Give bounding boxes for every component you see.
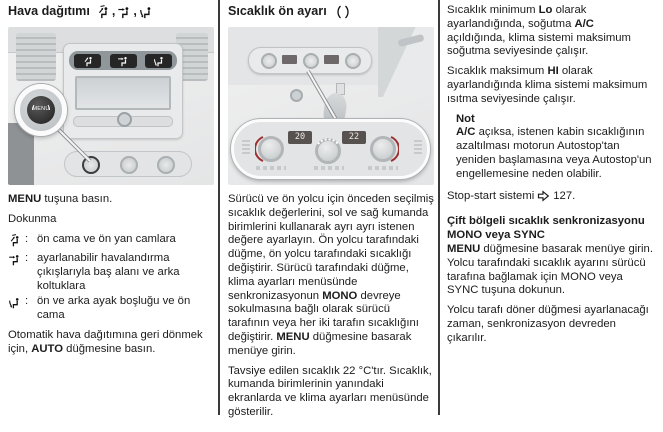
air-distribution-button-strip <box>69 51 177 70</box>
climate-panel <box>248 47 372 74</box>
magnifier-inset <box>15 84 67 136</box>
passenger-temp-knob <box>370 136 396 162</box>
heading-temperature-preset-text: Sıcaklık ön ayarı <box>228 4 327 18</box>
para-auto-pre: Otomatik hava dağıtımına geri dönmek için, <box>8 329 203 356</box>
cross-reference-text: Stop-start sistemi <box>447 189 535 202</box>
separator: , <box>111 4 116 18</box>
column-temperature-limits <box>447 4 653 352</box>
colon: : <box>25 232 29 245</box>
driver-knob-arc-icon <box>333 5 342 19</box>
heading-dual-zone-sync-line1: Çift bölgeli sıcaklık senkronizasyonu <box>447 215 645 228</box>
air-distribution-list <box>8 233 214 323</box>
column-divider <box>438 0 440 415</box>
heading-air-distribution <box>8 4 214 19</box>
list-item-text: ön cama ve ön yan camlara <box>37 232 176 245</box>
air-to-windscreen-icon <box>8 233 25 252</box>
separator: , <box>133 4 137 18</box>
heading-air-distribution-text: Hava dağıtımı <box>8 4 90 18</box>
menu-knob <box>27 96 55 124</box>
para-auto <box>8 329 214 357</box>
volume-knob <box>117 112 132 127</box>
passenger-temp-knob <box>345 53 361 69</box>
air-to-windscreen-icon <box>82 55 94 67</box>
fan-knob <box>315 138 341 164</box>
air-to-head-icon <box>117 5 131 19</box>
button-ticks <box>368 166 398 170</box>
temperature-scale-arc-icon <box>367 133 399 165</box>
passenger-temp-mini-display <box>324 55 339 64</box>
list-item-text: ayarlanabilir havalandırma çıkışlarıyla baş alanı ve arka koltuklara <box>37 252 180 292</box>
menu-knob-location <box>82 156 100 174</box>
para-temp-lo-pre: Sıcaklık minimum <box>447 4 539 16</box>
temperature-knob <box>157 156 175 174</box>
air-to-windscreen-button <box>74 54 101 68</box>
passenger-temp-display: 22 <box>342 131 366 144</box>
list-item <box>8 252 214 293</box>
list-item <box>8 295 214 323</box>
note-body-text: açıksa, istenen kabin sıcaklığının azaltılması motorun Autostop'tan yeniden başlamasına veya Autostop'un engellemesine neden olabilir. <box>456 126 652 180</box>
heading-temperature-preset <box>228 4 434 19</box>
para-temp-hi-pre: Sıcaklık maksimum <box>447 65 548 78</box>
fan-knob <box>120 156 138 174</box>
heading-dual-zone-sync-line2: MONO veya SYNC <box>447 229 545 242</box>
para-temp-lo-mid: olarak ayarlandığında, soğutma <box>447 4 587 30</box>
para-sync-text: düğmesine basarak menüye girin. Yolcu tarafındaki sıcaklık ayarını sürücü tarafına bağlamak için MONO veya SYNC tuşuna dokunun. <box>447 242 653 297</box>
head-unit <box>63 43 183 139</box>
fan-knob <box>303 53 319 69</box>
cross-reference-page: 127. <box>553 189 576 202</box>
heading-dual-zone-sync <box>447 215 653 243</box>
para-recommended-temp: Tavsiye edilen sıcaklık 22 °C'tır. Sıcaklık, kumanda birimlerinin yanındaki ekranlarda ve klima ayarları menüsünde gösterilir. <box>228 364 432 418</box>
rotate-arcs-icon <box>27 96 55 124</box>
column-air-distribution <box>8 4 214 363</box>
note-block <box>456 113 653 182</box>
menu-keyword: MENU <box>8 193 42 205</box>
ac-keyword: A/C <box>456 126 476 139</box>
temperature-scale-arc-icon <box>255 133 287 165</box>
column-temperature-preset <box>228 4 434 426</box>
para-touch: Dokunma <box>8 212 57 225</box>
driver-temp-knob <box>261 53 277 69</box>
magnified-climate-panel <box>231 119 430 179</box>
air-to-floor-icon <box>153 55 165 67</box>
driver-temp-knob <box>258 136 284 162</box>
list-item <box>8 233 214 252</box>
list-item-text: ön ve arka ayak boşluğu ve ön cama <box>37 294 191 321</box>
air-to-floor-icon <box>8 295 25 323</box>
figure-temperature-preset <box>228 27 434 185</box>
menu-keyword: MENU <box>447 242 481 255</box>
colon: : <box>25 294 29 307</box>
infotainment-screen <box>75 76 171 110</box>
air-to-head-button <box>110 54 137 68</box>
para-temp-lo-post: açıldığında, klima sistemi maksimum soğutma seviyesinde çalışır. <box>447 31 631 58</box>
driver-temp-display: 20 <box>288 131 312 144</box>
para-auto-post: düğmesine basın. <box>63 343 156 356</box>
cross-reference-arrow-icon <box>537 190 550 202</box>
console-button <box>290 89 303 102</box>
para-temp-adjust-pre: Sürücü ve ön yolcu için önceden seçilmiş sıcaklık değerlerini, sol ve sağ kumanda birimlerini kullanarak ayrı ayrı istenen değere ayarlayın. Ön yolcu tarafındaki düğme, ön yolcu tarafındaki sıcaklığı değiştirir. Sürücü tarafındaki düğme, klima ayarları menüsünde senkronizasyonun <box>228 193 434 302</box>
left-air-vent <box>16 33 56 81</box>
button-ticks <box>314 166 344 170</box>
air-to-head-icon <box>117 55 129 67</box>
climate-panel <box>64 151 192 177</box>
para-sync-deactivate: Yolcu tarafı döner düğmesi ayarlanacağı zaman, senkronizasyon devreden çıkarılır. <box>447 304 649 344</box>
air-to-head-icon <box>8 252 25 293</box>
auto-keyword: AUTO <box>31 343 64 356</box>
colon: : <box>25 252 29 265</box>
menu-knob-label: MENU <box>32 106 50 113</box>
para-temp-adjust <box>228 193 434 359</box>
para-sync <box>447 243 653 298</box>
figure-air-distribution <box>8 27 214 185</box>
passenger-knob-arc-icon <box>344 5 353 19</box>
note-title: Not <box>456 112 475 125</box>
panel-end-vents <box>242 140 250 154</box>
fan-speed-arc-icon <box>312 134 344 166</box>
para-temp-lo <box>447 4 653 59</box>
column-divider <box>218 0 220 415</box>
mono-keyword: MONO <box>322 289 358 302</box>
cross-reference-line <box>447 190 653 204</box>
para-press-menu-text: tuşuna basın. <box>41 193 113 205</box>
para-temp-hi-post: olarak ayarlandığında klima sistemi maksimum ısıtma seviyesinde çalışır. <box>447 65 648 105</box>
ac-keyword: A/C <box>574 17 594 30</box>
para-temp-adjust-post: düğmesine basarak menüye girin. <box>228 330 412 357</box>
lo-keyword: Lo <box>538 4 553 16</box>
panel-end-vents <box>414 140 422 154</box>
driver-temp-mini-display <box>282 55 297 64</box>
air-to-floor-icon <box>139 5 153 19</box>
menu-keyword: MENU <box>276 330 310 343</box>
hi-keyword: HI <box>547 65 559 78</box>
para-temp-adjust-mid: devreye sokulmasına bağlı olarak sürücü tarafının veya her iki tarafın sıcaklığını değiştirir. <box>228 289 419 343</box>
air-to-floor-button <box>145 54 172 68</box>
note-body <box>456 126 653 181</box>
button-ticks <box>256 166 286 170</box>
para-press-menu <box>8 193 214 207</box>
para-temp-hi <box>447 65 653 106</box>
air-to-windscreen-icon <box>96 5 110 19</box>
